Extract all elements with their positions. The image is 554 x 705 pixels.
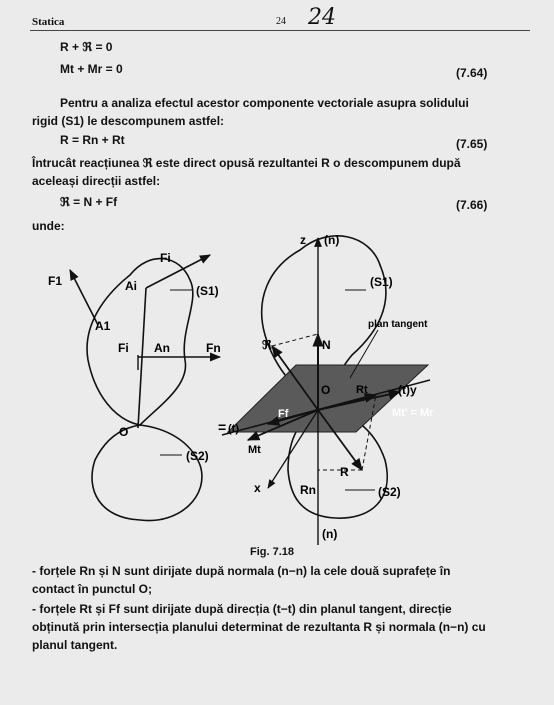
label-x: x: [254, 481, 261, 495]
force-f1-arrow: [70, 270, 98, 325]
dashed-construction-upper: [272, 334, 318, 346]
handwritten-page-number: 24: [308, 5, 336, 30]
equation-number-766: (7.66): [456, 198, 488, 212]
label-reaction: ℜ: [262, 338, 272, 352]
equation-number-765: (7.65): [456, 137, 488, 151]
label-n-bottom: (n): [322, 527, 338, 541]
equation-moments: Mt + Mr = 0: [60, 62, 123, 76]
label-equals: =: [218, 419, 227, 435]
label-s2-left: (S2): [186, 449, 209, 463]
label-fi-mid: Fi: [118, 341, 129, 355]
equation-number-764: (7.64): [456, 66, 488, 80]
label-plan-tangent: plan tangent: [368, 319, 428, 330]
tangent-plane: [228, 365, 428, 432]
label-s2-right: (S2): [378, 485, 401, 499]
paragraph-2-line-1: Întrucât reacțiunea ℜ este direct opusă rezultantei R o descompunem după: [32, 156, 461, 170]
figure-caption: Fig. 7.18: [250, 546, 295, 558]
paragraph-1-line-2: rigid (S1) le descompunem astfel:: [32, 114, 225, 128]
bullet-1-line-2: contact în punctul O;: [32, 582, 152, 596]
label-fi-top: Fi: [160, 251, 171, 265]
label-mt-eq-mr: Mt' = Mr: [392, 407, 434, 419]
bullet-2-line-2: obținută prin intersecția planului determinat de rezultanta R și normala (n−n) cu: [32, 620, 486, 634]
label-r: R: [340, 465, 349, 479]
page-number: 24: [276, 16, 286, 27]
label-s1-left: (S1): [196, 284, 219, 298]
label-ff: Ff: [278, 408, 289, 420]
label-rn: Rn: [300, 483, 316, 497]
left-body-s2: [92, 425, 202, 521]
unde-label: unde:: [32, 219, 65, 233]
label-s1-right: (S1): [370, 275, 393, 289]
bullet-2-line-1: - forțele Rt și Ff sunt dirijate după direcția (t−t) din planul tangent, direcție: [32, 602, 452, 616]
running-title: Statica: [32, 16, 65, 28]
equation-reaction-decomposition: ℜ = N + Ff: [60, 195, 118, 209]
equation-r-plus-reaction: R + ℜ = 0: [60, 40, 113, 54]
label-n-top: (n): [324, 233, 340, 247]
label-t-left: (t): [228, 423, 239, 435]
label-o-left: O: [119, 425, 129, 439]
label-an: An: [154, 341, 170, 355]
label-f1: F1: [48, 274, 63, 288]
label-ai: Ai: [125, 279, 137, 293]
label-n: N: [322, 338, 331, 352]
label-o-right: O: [321, 383, 331, 397]
bullet-2-line-3: planul tangent.: [32, 638, 118, 652]
label-fn: Fn: [206, 341, 221, 355]
label-ty: (t)y: [398, 383, 417, 397]
label-z: z: [300, 233, 306, 247]
label-rt: Rt: [356, 384, 368, 396]
paragraph-2-line-2: aceleași direcții astfel:: [32, 174, 161, 188]
label-a1: A1: [95, 319, 111, 333]
bullet-1-line-1: - forțele Rn și N sunt dirijate după normala (n−n) la cele două suprafețe în: [32, 564, 451, 578]
equation-r-decomposition: R = Rn + Rt: [60, 133, 125, 147]
line-ai-o: [138, 288, 146, 428]
paragraph-1-line-1: Pentru a analiza efectul acestor componente vectoriale asupra solidului: [60, 96, 469, 110]
label-mt: Mt: [248, 444, 261, 456]
